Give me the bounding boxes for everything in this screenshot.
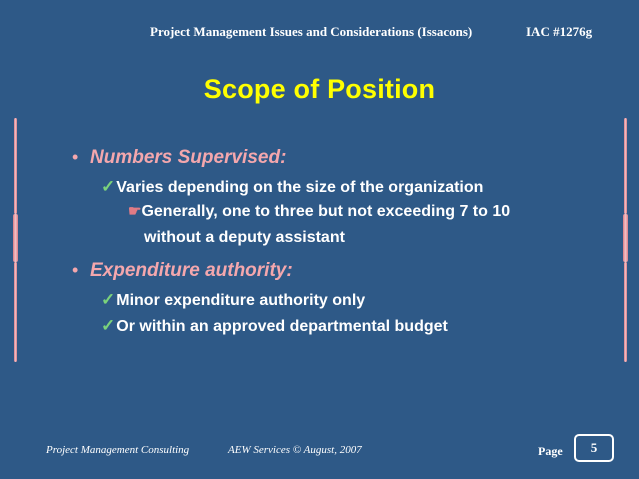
- bullet-dot: •: [72, 260, 79, 280]
- checkmark-icon: ✓: [101, 316, 116, 335]
- footer-copyright: AEW Services © August, 2007: [228, 444, 362, 456]
- footer-company: Project Management Consulting: [46, 444, 190, 456]
- sub-list-item-text-line2: without a deputy assistant: [144, 229, 345, 246]
- list-item-text: Varies depending on the size of the organization: [116, 179, 484, 196]
- right-decor-bar-top: [624, 118, 627, 214]
- header-title: Project Management Issues and Considerations (Issacons): [150, 24, 473, 39]
- checkmark-icon: ✓: [101, 177, 116, 196]
- slide-title: Scope of Position: [203, 74, 436, 104]
- list-item: [101, 316, 448, 336]
- left-decor-bar-top: [14, 118, 17, 214]
- pointing-hand-icon: ☛: [128, 203, 142, 220]
- list-item: [101, 290, 365, 310]
- bullet-dot: •: [72, 147, 79, 167]
- right-decor-bar-middle: [623, 214, 628, 262]
- section-heading: Numbers Supervised:: [90, 147, 287, 168]
- header-id: IAC #1276g: [526, 24, 593, 39]
- footer: [0, 442, 639, 462]
- list-item-text: Minor expenditure authority only: [116, 292, 366, 309]
- left-decor-bar-middle: [13, 214, 18, 262]
- left-decor-bar-bottom: [14, 262, 17, 362]
- list-item-text: Or within an approved departmental budget: [116, 318, 448, 335]
- page-number-box: 5: [574, 434, 614, 462]
- header: [0, 22, 639, 42]
- sub-list-item: [128, 199, 510, 251]
- section-heading: Expenditure authority:: [90, 260, 293, 281]
- list-item: [101, 177, 483, 197]
- sub-list-item-text-line1: Generally, one to three but not exceeding 7 to 10: [141, 203, 511, 220]
- page-label: Page: [538, 444, 563, 458]
- right-decor-bar-bottom: [624, 262, 627, 362]
- checkmark-icon: ✓: [101, 290, 116, 309]
